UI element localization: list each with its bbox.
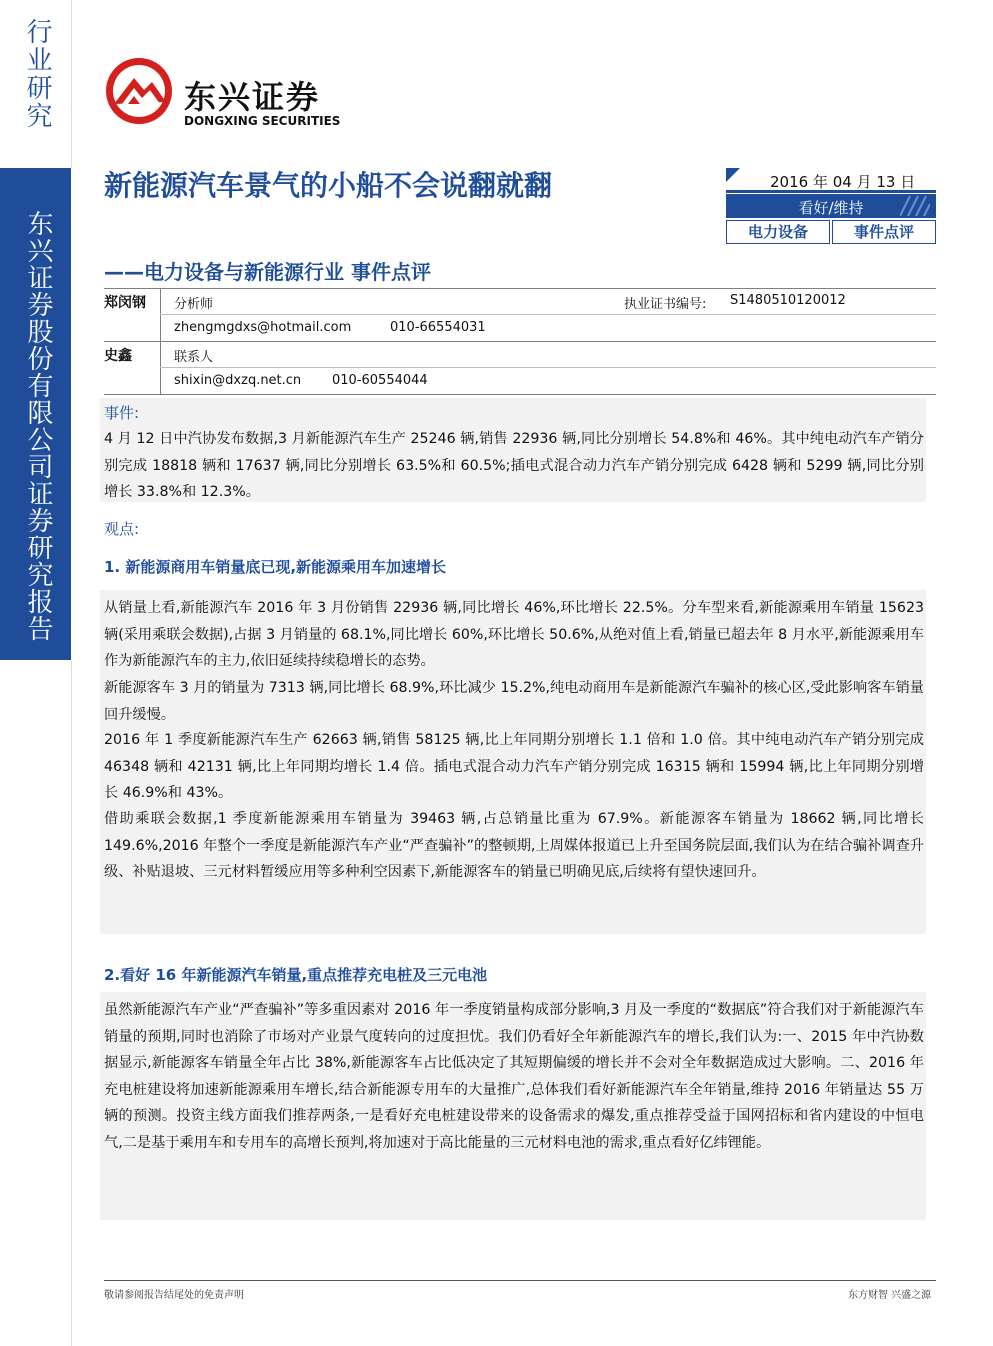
footer-slogan: 东方财智 兴盛之源 [848,1290,932,1301]
analyst-role: 分析师 [174,297,214,312]
section1-paragraph: 新能源客车 3 月的销量为 7313 辆,同比增长 68.9%,环比减少 15.2%,纯电动商用车是新能源汽车骗补的核心区,受此影响客车销量回升缓慢。 [104,680,924,723]
logo-text-en: DONGXING SECURITIES [184,114,341,128]
footer-disclaimer: 敬请参阅报告结尾处的免责声明 [104,1290,244,1301]
cert-number: S1480510120012 [730,293,846,308]
date-bar-triangle-icon [726,168,740,182]
table-row-divider [160,367,936,368]
sidebar-company-report: 东兴证券股份有限公司证券研究报告 [23,210,53,642]
industry-tag: 电力设备 [726,220,830,244]
table-mid-rule [104,341,936,342]
contact-name: 史鑫 [104,348,132,364]
views-heading: 观点: [104,520,140,538]
cert-label: 执业证书编号: [624,297,707,312]
analyst-name: 郑闵钢 [104,295,146,311]
analyst-phone: 010-66554031 [390,320,486,335]
sidebar-category: 行业研究 [22,18,52,130]
contact-email: shixin@dxzq.net.cn [174,373,302,388]
section2-heading: 2.看好 16 年新能源汽车销量,重点推荐充电桩及三元电池 [104,966,488,984]
report-subtitle: ——电力设备与新能源行业 事件点评 [104,260,431,284]
section1-heading: 1. 新能源商用车销量底已现,新能源乘用车加速增长 [104,558,447,576]
section1-paragraph: 从销量上看,新能源汽车 2016 年 3 月份销售 22936 辆,同比增长 46%,环比增长 22.5%。分车型来看,新能源乘用车销量 15623 辆(采用乘联会数据),占据 3 月销量的 68.1%,同比增长 60%,环比增长 50.6%,从绝对值上看,销量已超去年 8 月水平,新能源乘用车作为新能源汽车的主力,依旧延续持续稳增长的态势。 [104,600,924,669]
section2-paragraph: 虽然新能源汽车产业“严查骗补”等多重因素对 2016 年一季度销量构成部分影响,3 月及一季度的“数据底”符合我们对于新能源汽车销量的预期,同时也消除了市场对产业景气度转向的过度担忧。我们仍看好全年新能源汽车的增长,我们认为:一、2015 年中汽协数据显示,新能源客车销量全年占比 38%,新能源客车占比低决定了其短期偏缓的增长并不会对全年数据造成过大影响。二、2016 年充电桩建设将加速新能源乘用车增长,结合新能源专用车的大量推广,总体我们看好新能源汽车全年销量,维持 2016 年销量达 55 万辆的预测。投资主线方面我们推荐两条,一是看好充电桩建设带来的设备需求的爆发,重点推荐受益于国网招标和省内建设的中恒电气,二是基于乘用车和专用车的高增长预判,将加速对于高比能量的三元材料电池的需求,重点看好亿纬锂能。 [104,1002,924,1151]
report-title: 新能源汽车景气的小船不会说翻就翻 [104,169,553,202]
sidebar-bottom [0,660,72,1346]
contact-role: 联系人 [174,350,214,365]
rating-label: 看好/维持 [798,199,864,217]
rating-pattern-icon [900,196,930,216]
footer-rule [104,1280,936,1281]
analyst-email: zhengmgdxs@hotmail.com [174,320,352,335]
event-text: 4 月 12 日中汽协发布数据,3 月新能源汽车生产 25246 辆,销售 22936 辆,同比分别增长 54.8%和 46%。其中纯电动汽车产销分别完成 18818 辆和 17637 辆,同比分别增长 63.5%和 60.5%;插电式混合动力汽车产销分别完成 6428 辆和 5299 辆,同比分别增长 33.8%和 12.3%。 [104,431,924,500]
table-top-rule [104,288,936,289]
report-type-tag: 事件点评 [832,220,936,244]
report-date: 2016 年 04 月 13 日 [770,173,916,191]
section1-paragraph: 2016 年 1 季度新能源汽车生产 62663 辆,销售 58125 辆,比上年同期分别增长 1.1 倍和 1.0 倍。其中纯电动汽车产销分别完成 46348 辆和 42131 辆,比上年同期均增长 1.4 倍。插电式混合动力汽车产销分别完成 16315 辆和 15994 辆,比上年同期分别增长 46.9%和 43%。 [104,732,924,801]
dongxing-logo-icon [104,56,174,126]
table-column-divider [160,288,161,394]
logo-text-cn: 东兴证券 [184,78,321,116]
section1-paragraph: 借助乘联会数据,1 季度新能源乘用车销量为 39463 辆,占总销量比重为 67.9%。新能源客车销量为 18662 辆,同比增长 149.6%,2016 年整个一季度是新能源汽车产业“严查骗补”的整顿期,上周媒体报道已上升至国务院层面,我们认为在结合骗补调查升级、补贴退坡、三元材料暂缓应用等多种利空因素下,新能源客车的销量已明确见底,后续将有望快速回升。 [104,811,924,880]
table-row-divider [160,314,936,315]
event-heading: 事件: [104,404,140,422]
table-bottom-rule [104,394,936,395]
contact-phone: 010-60554044 [332,373,428,388]
